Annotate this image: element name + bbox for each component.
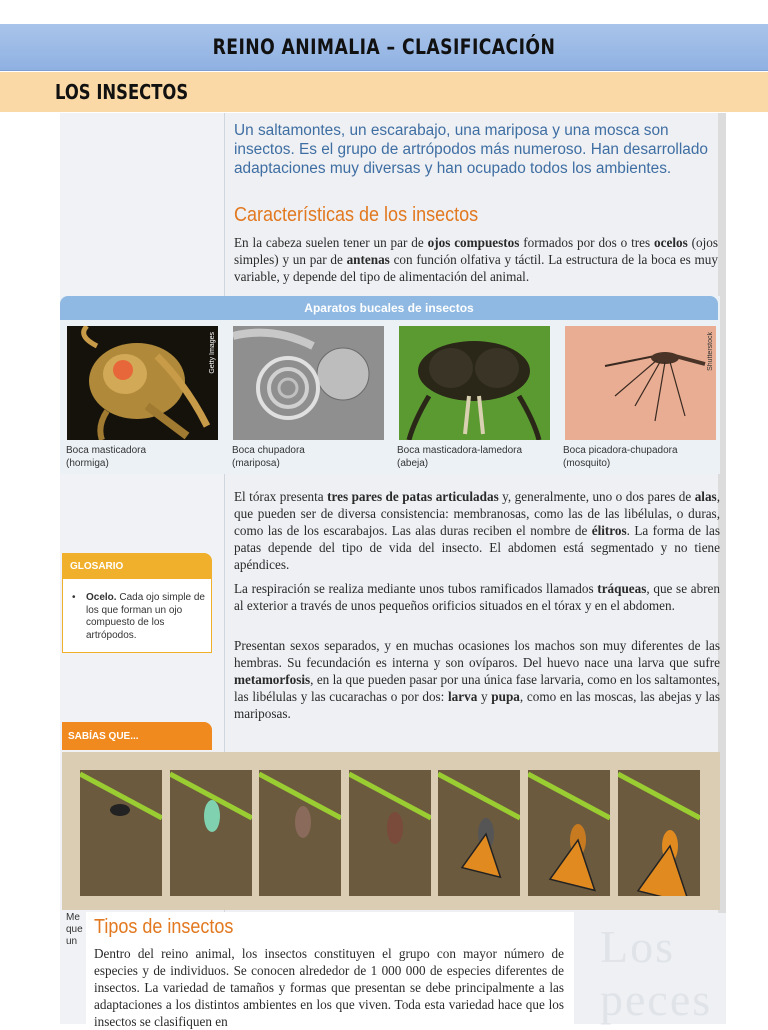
photo-credit: Getty Images	[209, 332, 216, 374]
metamorphosis-frame	[528, 770, 610, 896]
intro-text: Un saltamontes, un escarabajo, una mariposa y una mosca son insectos. Es el grupo de artrópodos más numeroso. Han desarrollado adaptaciones muy diversas y han ocupado todos los ambientes.	[234, 122, 708, 177]
mosquito-photo	[565, 326, 716, 440]
did-you-know-tab	[62, 722, 212, 750]
title-bar	[0, 24, 768, 71]
insect-types-heading: Tipos de insectos	[94, 916, 234, 938]
mouthparts-title: Aparatos bucales de insectos	[304, 301, 474, 315]
faded-heading: Los peces	[600, 921, 713, 1025]
metamorphosis-frame	[80, 770, 162, 896]
caption-mosquito: Boca picadora-chupadora (mosquito)	[563, 445, 678, 469]
metamorphosis-frame	[259, 770, 341, 896]
mouthparts-header	[60, 296, 718, 320]
thorax-paragraph: El tórax presenta tres pares de patas articuladas y, generalmente, uno o dos pares de alas, que pueden ser de diversa consistencia: membranosas, como las de las libélulas, o duras, como las de los escarabajos. Las alas duras reciben el nombre de élitros. La forma de las patas depende del tipo de vida del insecto. El abdomen está segmentado y no tiene apéndices.	[234, 489, 720, 572]
section-title: LOS INSECTOS	[55, 80, 189, 104]
respiration-paragraph: La respiración se realiza mediante unos tubos ramificados llamados tráqueas, que se abren al exterior a través de unos pequeños orificios situados en el tórax y en el abdomen.	[234, 581, 720, 613]
metamorphosis-frame	[438, 770, 520, 896]
page-title: REINO ANIMALIA – CLASIFICACIÓN	[212, 35, 556, 59]
metamorphosis-frame	[170, 770, 252, 896]
photo-credit: Shutterstock	[707, 332, 714, 371]
metamorphosis-caption: Me que un	[66, 912, 83, 947]
bullet-icon: •	[72, 592, 76, 603]
characteristics-heading: Características de los insectos	[234, 204, 479, 226]
characteristics-paragraph: En la cabeza suelen tener un par de ojos compuestos formados por dos o tres ocelos (ojos simples) y un par de antenas con función olfativa y táctil. La estructura de la boca es muy variable, y depende del tipo de alimentación del animal.	[234, 235, 719, 284]
caption-butterfly: Boca chupadora (mariposa)	[232, 445, 305, 469]
glossary-text: Ocelo. Cada ojo simple de los que forman un ojo compuesto de los artrópodos.	[86, 592, 205, 641]
glossary-label: GLOSARIO	[70, 560, 124, 572]
reproduction-paragraph: Presentan sexos separados, y en muchas ocasiones los machos son muy diferentes de las hembras. Su fecundación es interna y son ovíparos. Del huevo nace una larva que sufre metamorfosis, en la que pueden pasar por una única fase larvaria, como en los saltamontes, las libélulas y las cucarachas o por dos: larva y pupa, como en las moscas, las abejas y las mariposas.	[234, 638, 721, 721]
insect-types-paragraph: Dentro del reino animal, los insectos constituyen el grupo con mayor número de especies y de individuos. Se conocen alrededor de 1 000 000 de especies diferentes de insectos. La variedad de tamaños y formas que presentan se debe principalmente a las adaptaciones a los distintos ambientes en los que viven. Toda esta variedad hace que los insectos se clasifiquen en	[94, 946, 564, 1029]
metamorphosis-frame	[349, 770, 431, 896]
section-bar	[0, 72, 768, 112]
did-you-know-label: SABÍAS QUE...	[68, 730, 139, 742]
bee-photo	[399, 326, 550, 440]
caption-bee: Boca masticadora-lamedora (abeja)	[397, 445, 523, 469]
caption-ant: Boca masticadora (hormiga)	[66, 445, 147, 469]
butterfly-mouth-photo	[233, 326, 384, 440]
metamorphosis-frame	[618, 770, 700, 896]
ant-photo	[67, 326, 218, 440]
glossary-tab	[62, 553, 212, 579]
